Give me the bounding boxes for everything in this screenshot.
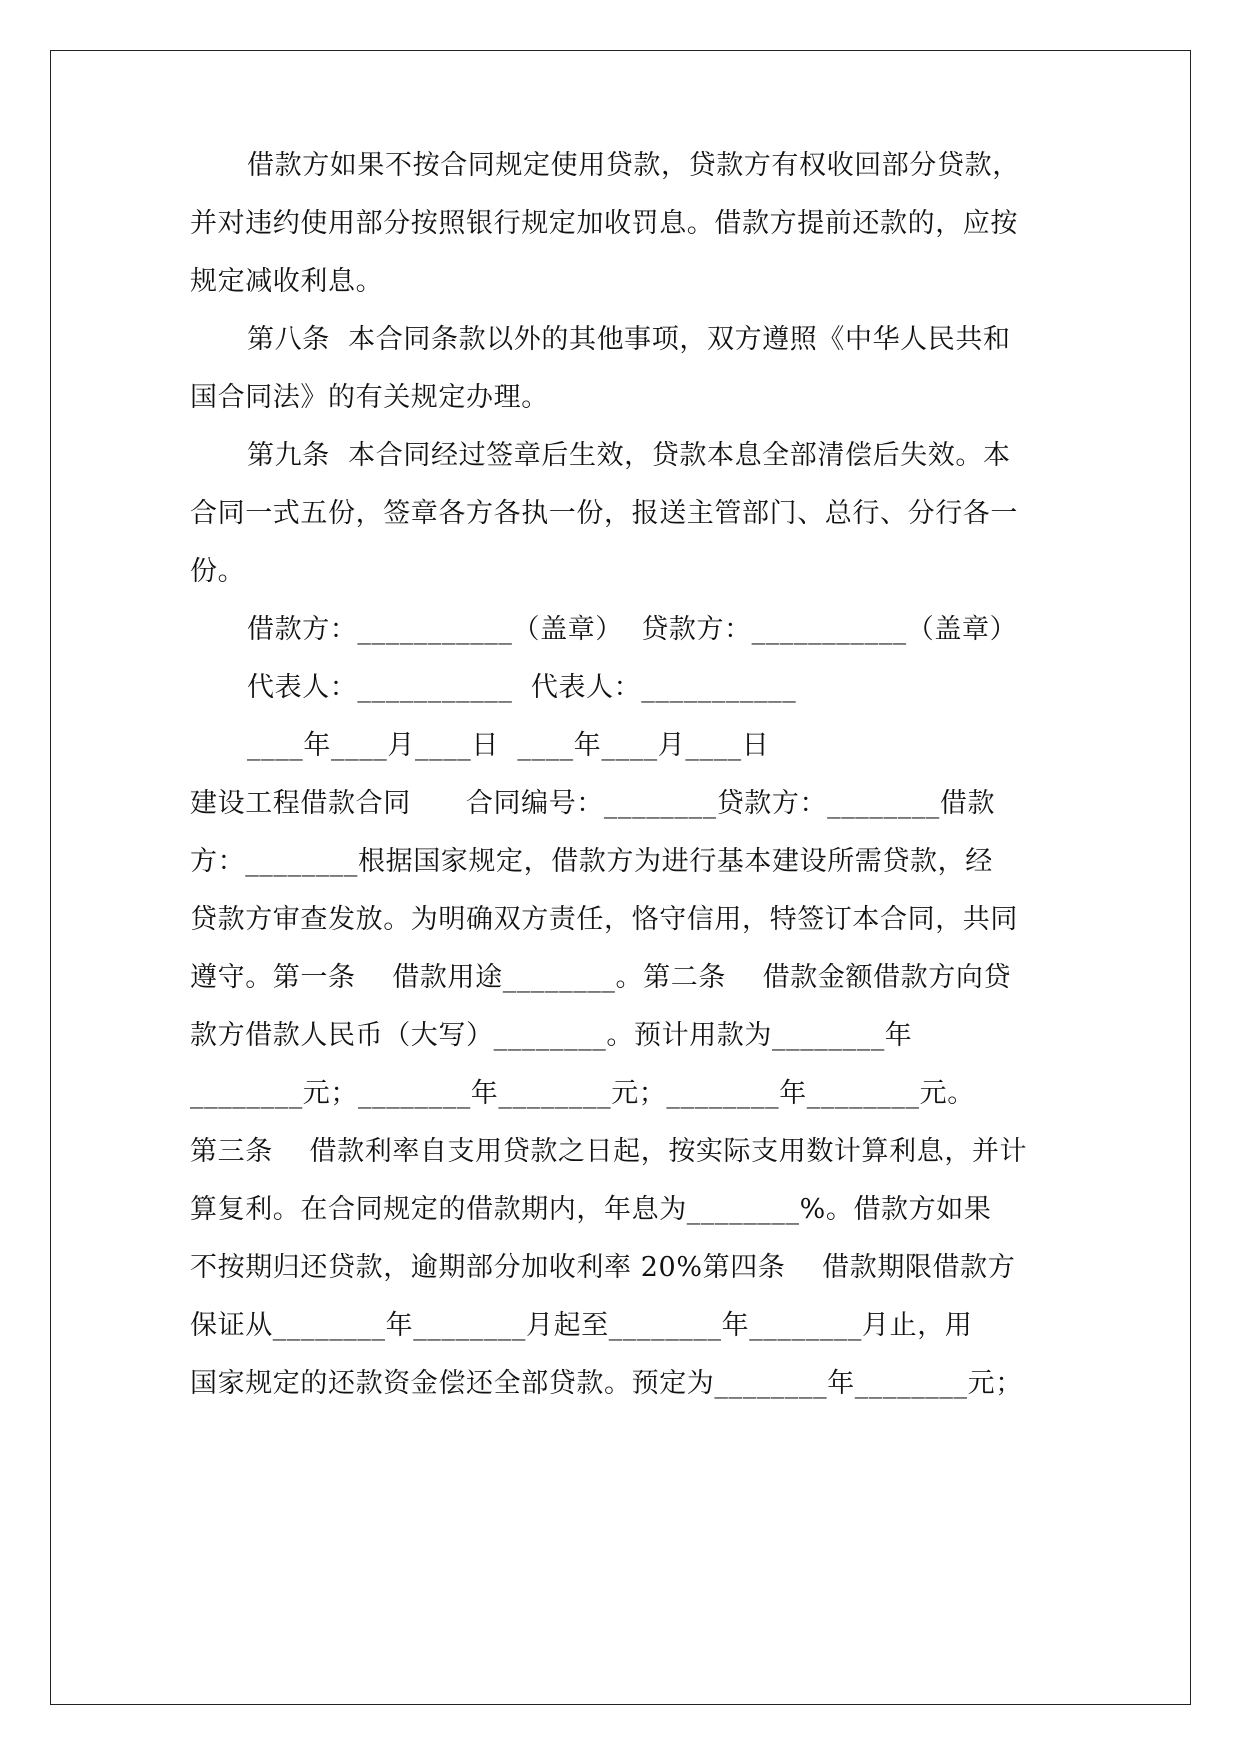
paragraph-line: 建设工程借款合同 合同编号：________贷款方：________借款 [190, 788, 996, 819]
paragraph-line: 方：________根据国家规定，借款方为进行基本建设所需贷款，经 [190, 846, 993, 877]
paragraph-line: 第九条 本合同经过签章后生效，贷款本息全部清偿后失效。本 [247, 440, 1011, 471]
representative-line: 代表人：___________ 代表人：___________ [247, 672, 797, 703]
paragraph-line: 不按期归还贷款，逾期部分加收利率 20%第四条 借款期限借款方 [190, 1252, 1016, 1283]
paragraph-line: ________元；________年________元；________年________元。 [190, 1078, 975, 1109]
paragraph-line: 份。 [190, 556, 246, 587]
page-border [50, 50, 1191, 1705]
paragraph-line: 保证从________年________月起至________年________月止，用 [190, 1310, 973, 1341]
signature-line: 借款方：___________（盖章） 贷款方：___________（盖章） [247, 614, 1018, 645]
paragraph-line: 遵守。第一条 借款用途________。第二条 借款金额借款方向贷 [190, 962, 1012, 993]
paragraph-line: 借款方如果不按合同规定使用贷款，贷款方有权收回部分贷款， [247, 150, 1020, 181]
paragraph-line: 规定减收利息。 [190, 266, 384, 297]
paragraph-line: 算复利。在合同规定的借款期内，年息为________%。借款方如果 [190, 1194, 992, 1225]
paragraph-line: 第八条 本合同条款以外的其他事项，双方遵照《中华人民共和 [247, 324, 1011, 355]
paragraph-line: 第三条 借款利率自支用贷款之日起，按实际支用数计算利息，并计 [190, 1136, 1028, 1167]
paragraph-line: 款方借款人民币（大写）________。预计用款为________年 [190, 1020, 913, 1051]
paragraph-line: 国合同法》的有关规定办理。 [190, 382, 549, 413]
paragraph-line: 合同一式五份，签章各方各执一份，报送主管部门、总行、分行各一 [190, 498, 1018, 529]
paragraph-line: 贷款方审查发放。为明确双方责任，恪守信用，特签订本合同，共同 [190, 904, 1018, 935]
paragraph-line: 国家规定的还款资金偿还全部贷款。预定为________年________元； [190, 1368, 1023, 1399]
date-line: ____年____月____日 ____年____月____日 [247, 730, 770, 761]
paragraph-line: 并对违约使用部分按照银行规定加收罚息。借款方提前还款的，应按 [190, 208, 1018, 239]
